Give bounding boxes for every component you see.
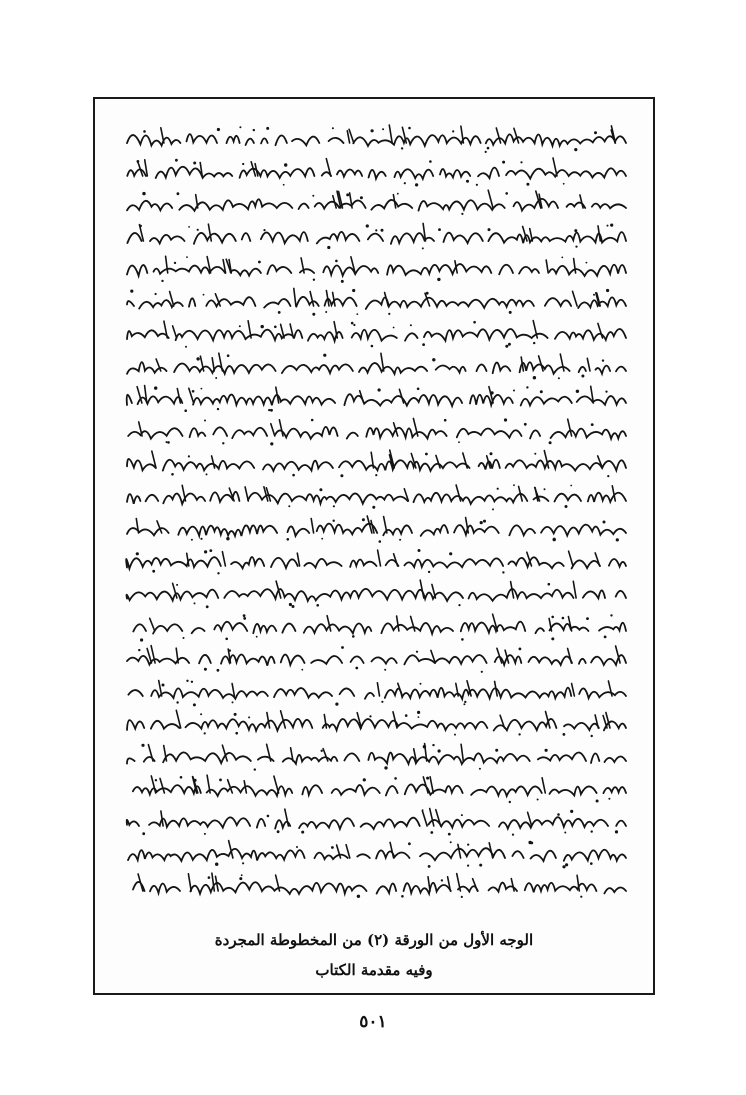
manuscript-line xyxy=(121,576,631,610)
manuscript-line xyxy=(121,869,631,903)
manuscript-line xyxy=(121,511,631,545)
page-number: ٥٠١ xyxy=(359,1012,387,1032)
manuscript-line xyxy=(121,641,631,675)
manuscript-line xyxy=(121,186,631,220)
manuscript-line xyxy=(121,544,631,578)
manuscript-line xyxy=(121,284,631,318)
manuscript-line xyxy=(121,219,631,253)
caption-line-2: وفيه مقدمة الكتاب xyxy=(315,961,433,979)
manuscript-line xyxy=(121,121,631,155)
manuscript-line xyxy=(121,316,631,350)
manuscript-line xyxy=(121,739,631,773)
manuscript-line xyxy=(121,251,631,285)
manuscript-line xyxy=(121,414,631,448)
manuscript-line xyxy=(121,446,631,480)
handwritten-manuscript-image xyxy=(121,121,631,911)
manuscript-line xyxy=(121,804,631,838)
manuscript-line xyxy=(121,381,631,415)
manuscript-line xyxy=(121,706,631,740)
manuscript-line xyxy=(121,771,631,805)
manuscript-line xyxy=(121,479,631,513)
manuscript-line xyxy=(121,836,631,870)
manuscript-line xyxy=(121,349,631,383)
caption-line-1: الوجه الأول من الورقة (٢) من المخطوطة المجردة xyxy=(214,931,534,949)
manuscript-frame xyxy=(93,97,655,995)
manuscript-line xyxy=(121,154,631,188)
manuscript-line xyxy=(121,609,631,643)
manuscript-line xyxy=(121,674,631,708)
